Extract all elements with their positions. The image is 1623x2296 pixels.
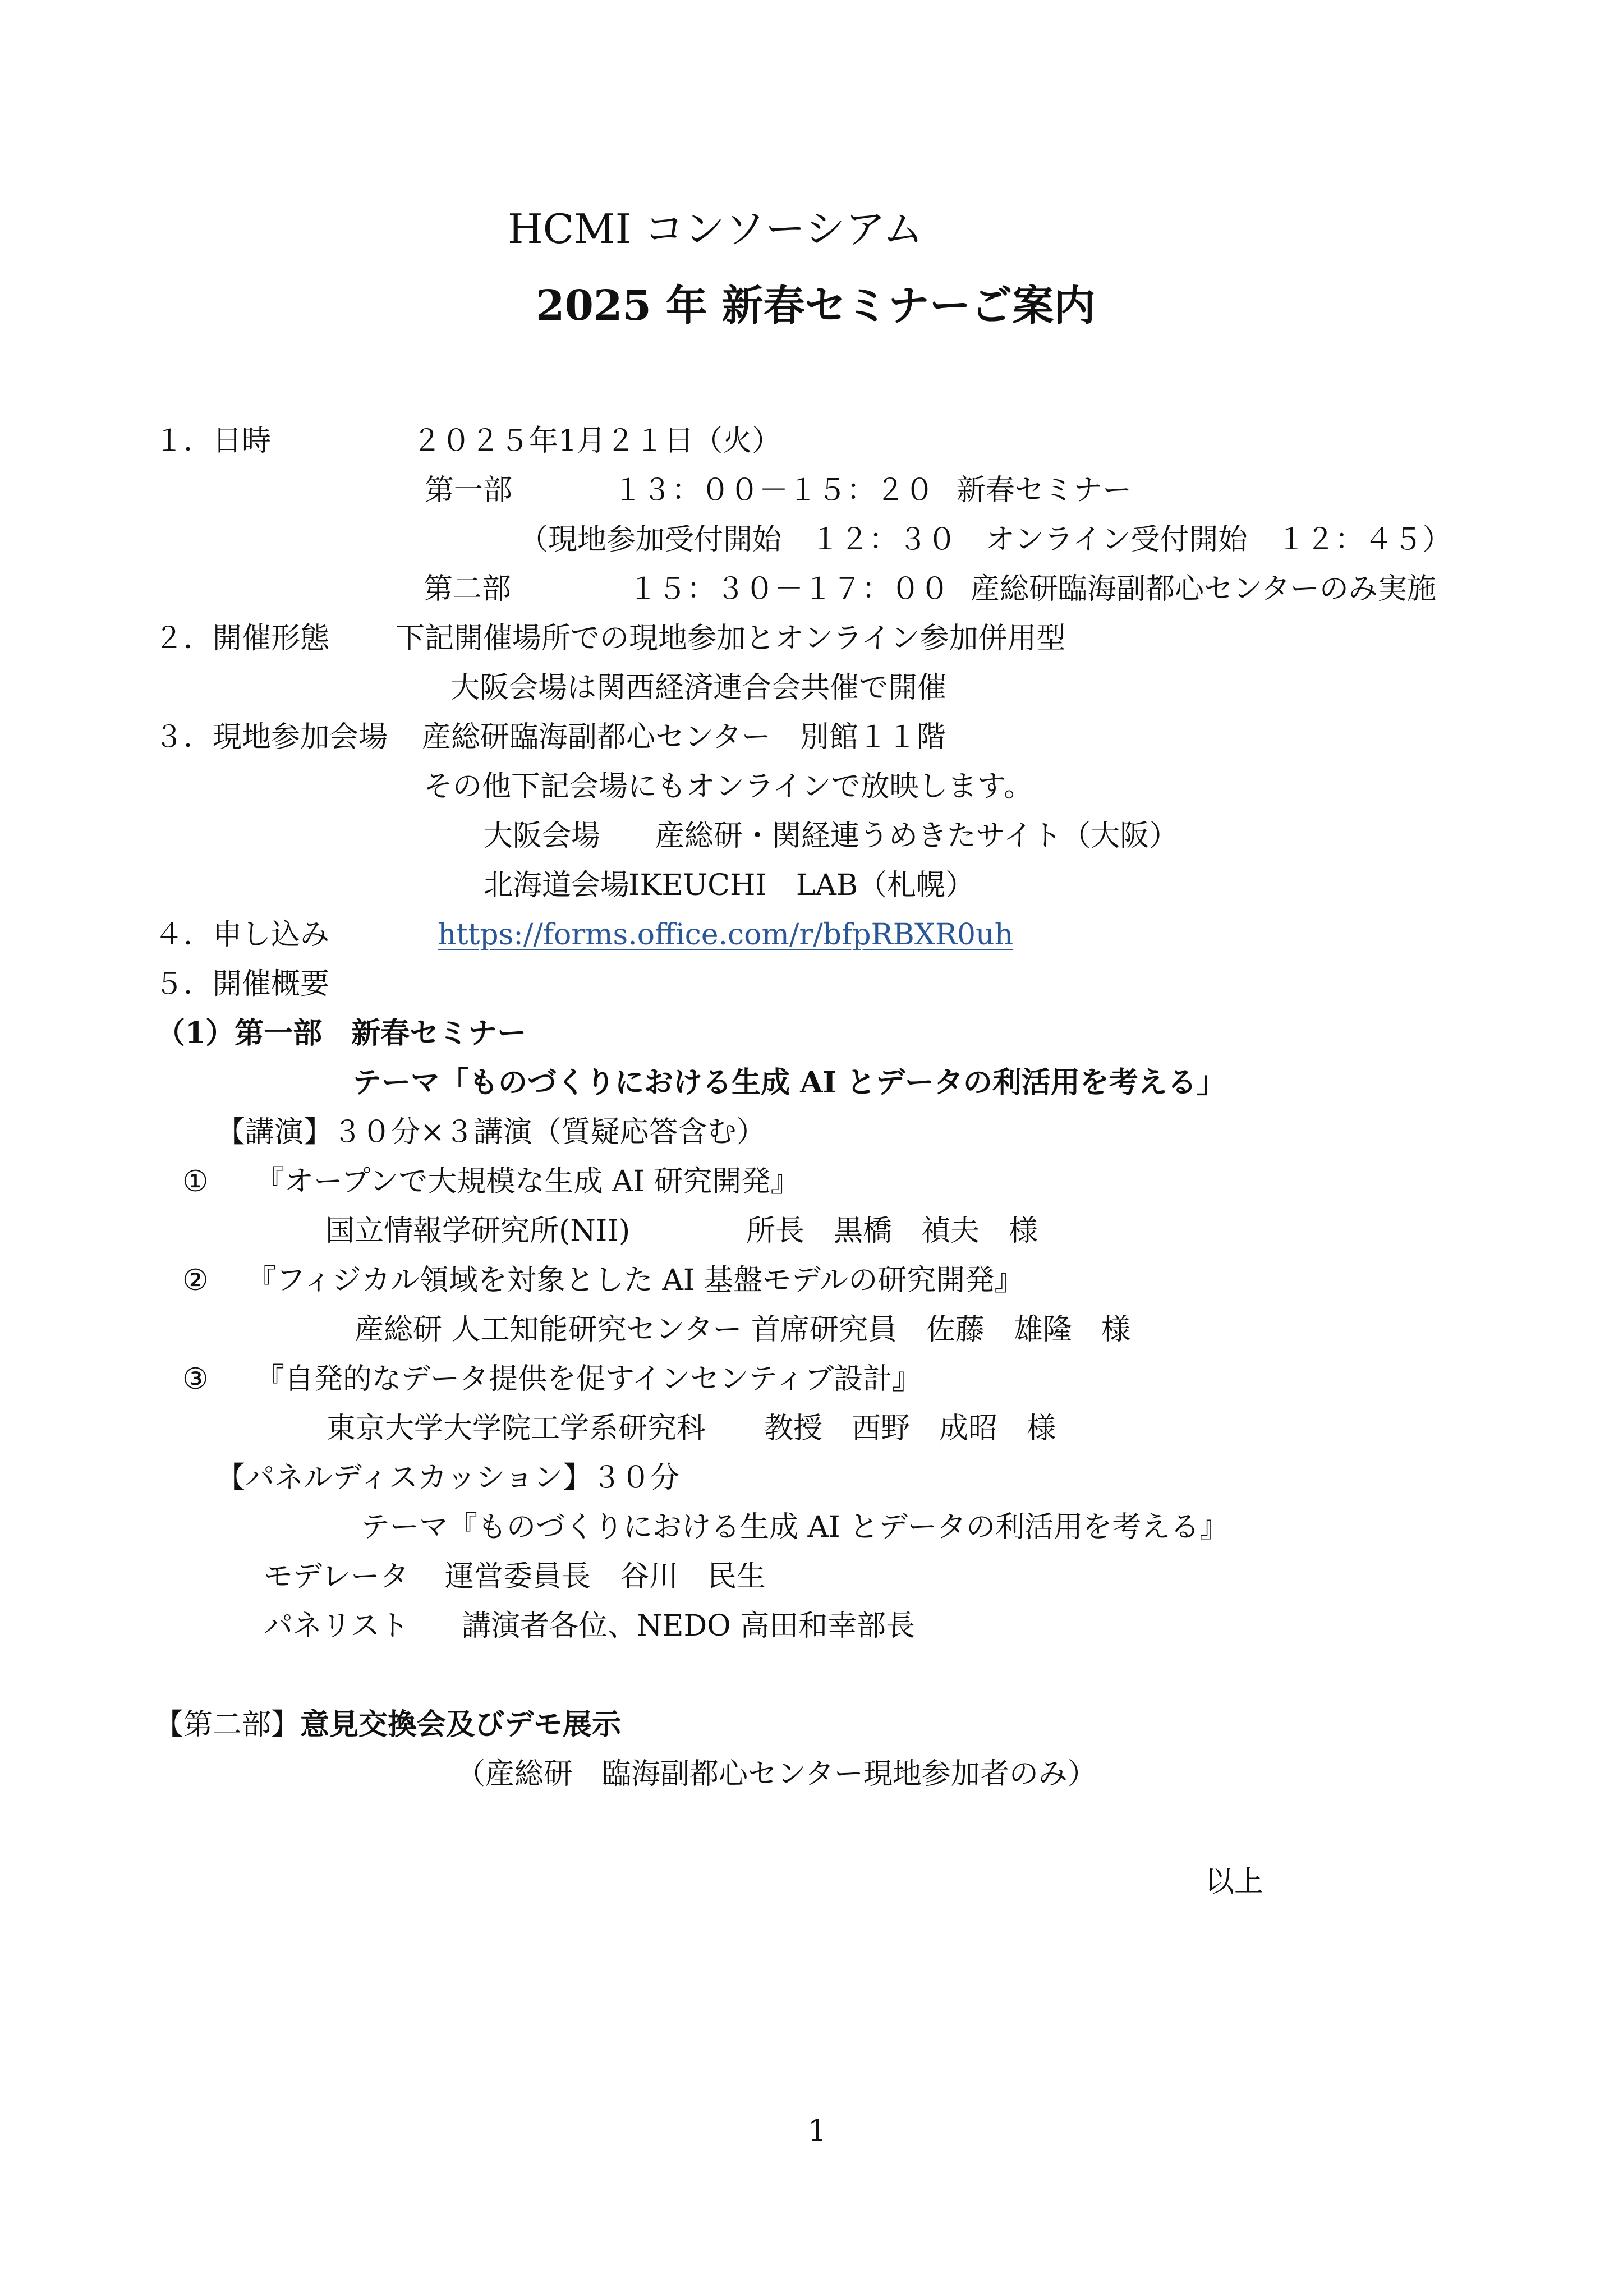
part2-heading-text: 意見交換会及びデモ展示 <box>300 1707 622 1742</box>
part1-name: 新春セミナー <box>957 474 1132 507</box>
panelist-names: 講演者各位、NEDO 高田和幸部長 <box>462 1609 916 1643</box>
lecture-1-number: ① <box>182 1165 209 1198</box>
page-number: 1 <box>808 2114 827 2148</box>
lecture-2-speaker: 産総研 人工知能研究センター 首席研究員 佐藤 雄隆 様 <box>355 1313 1130 1347</box>
part2-note: 産総研臨海副都心センターのみ実施 <box>971 572 1436 606</box>
section-4-label: ４．申し込み <box>154 918 330 952</box>
panel-theme: テーマ『ものづくりにおける生成 AI とデータの利活用を考える』 <box>361 1510 1229 1544</box>
format-line-1: 下記開催場所での現地参加とオンライン参加併用型 <box>396 622 1066 655</box>
lecture-1-org: 国立情報学研究所(NII) <box>325 1214 631 1248</box>
part2-heading <box>154 1707 622 1742</box>
hokkaido-venue-label: 北海道会場 <box>484 869 630 902</box>
panelist-label: パネリスト <box>264 1609 409 1643</box>
lecture-2-title: 『フィジカル領域を対象とした AI 基盤モデルの研究開発』 <box>247 1264 1024 1297</box>
org-name: HCMI コンソーシアム <box>508 205 923 252</box>
registration-link[interactable]: https://forms.office.com/r/bfpRBXR0uh <box>438 918 1014 952</box>
panel-heading: 【パネルディスカッション】３０分 <box>216 1461 680 1495</box>
lecture-1-title: 『オープンで大規模な生成 AI 研究開発』 <box>255 1165 800 1198</box>
lecture-3-title: 『自発的なデータ提供を促すインセンティブ設計』 <box>255 1362 922 1396</box>
page-title: 2025 年 新春セミナーご案内 <box>536 282 1096 330</box>
section-1-label: １．日時 <box>154 424 272 458</box>
closing-mark: 以上 <box>1205 1865 1264 1899</box>
moderator-label: モデレータ <box>264 1560 409 1594</box>
part2-time: １５：３０－１７：００ <box>628 572 950 606</box>
section-2-label: ２．開催形態 <box>154 622 330 655</box>
part2-heading-bracket: 【第二部】 <box>154 1708 301 1742</box>
osaka-venue: 産総研・関経連うめきたサイト（大阪） <box>655 819 1179 853</box>
lecture-3-speaker: 教授 西野 成昭 様 <box>764 1412 1056 1445</box>
section-3-label: ３．現地参加会場 <box>154 720 388 754</box>
part1-time: １３：００－１５：２０ <box>613 474 935 507</box>
lecture-heading: 【講演】３０分×３講演（質疑応答含む） <box>216 1115 766 1149</box>
hokkaido-venue: IKEUCHI LAB（札幌） <box>628 869 975 902</box>
moderator-name: 運営委員長 谷川 民生 <box>445 1560 766 1594</box>
lecture-2-number: ② <box>182 1264 209 1297</box>
main-venue: 産総研臨海副都心センター 別館１１階 <box>422 720 946 754</box>
lecture-1-speaker: 所長 黒橋 禎夫 様 <box>746 1214 1038 1248</box>
format-line-2: 大阪会場は関西経済連合会共催で開催 <box>450 671 947 705</box>
part2-note: （産総研 臨海副都心センター現地参加者のみ） <box>456 1757 1097 1791</box>
seminar-theme: テーマ「ものづくりにおける生成 AI とデータの利活用を考える」 <box>352 1066 1226 1100</box>
part1-label: 第一部 <box>425 474 513 507</box>
lecture-3-org: 東京大学大学院工学系研究科 <box>327 1412 706 1445</box>
other-venues-note: その他下記会場にもオンラインで放映します。 <box>424 770 1033 803</box>
osaka-venue-label: 大阪会場 <box>484 819 601 853</box>
reception-times: （現地参加受付開始 １２：３０ オンライン受付開始 １２：４５） <box>519 523 1452 557</box>
section-5-label: ５．開催概要 <box>154 967 330 1001</box>
part1-heading: （1）第一部 新春セミナー <box>156 1016 527 1050</box>
event-date: ２０２５年1月２１日（火） <box>412 424 781 458</box>
lecture-3-number: ③ <box>182 1362 209 1396</box>
part2-label: 第二部 <box>424 572 512 606</box>
